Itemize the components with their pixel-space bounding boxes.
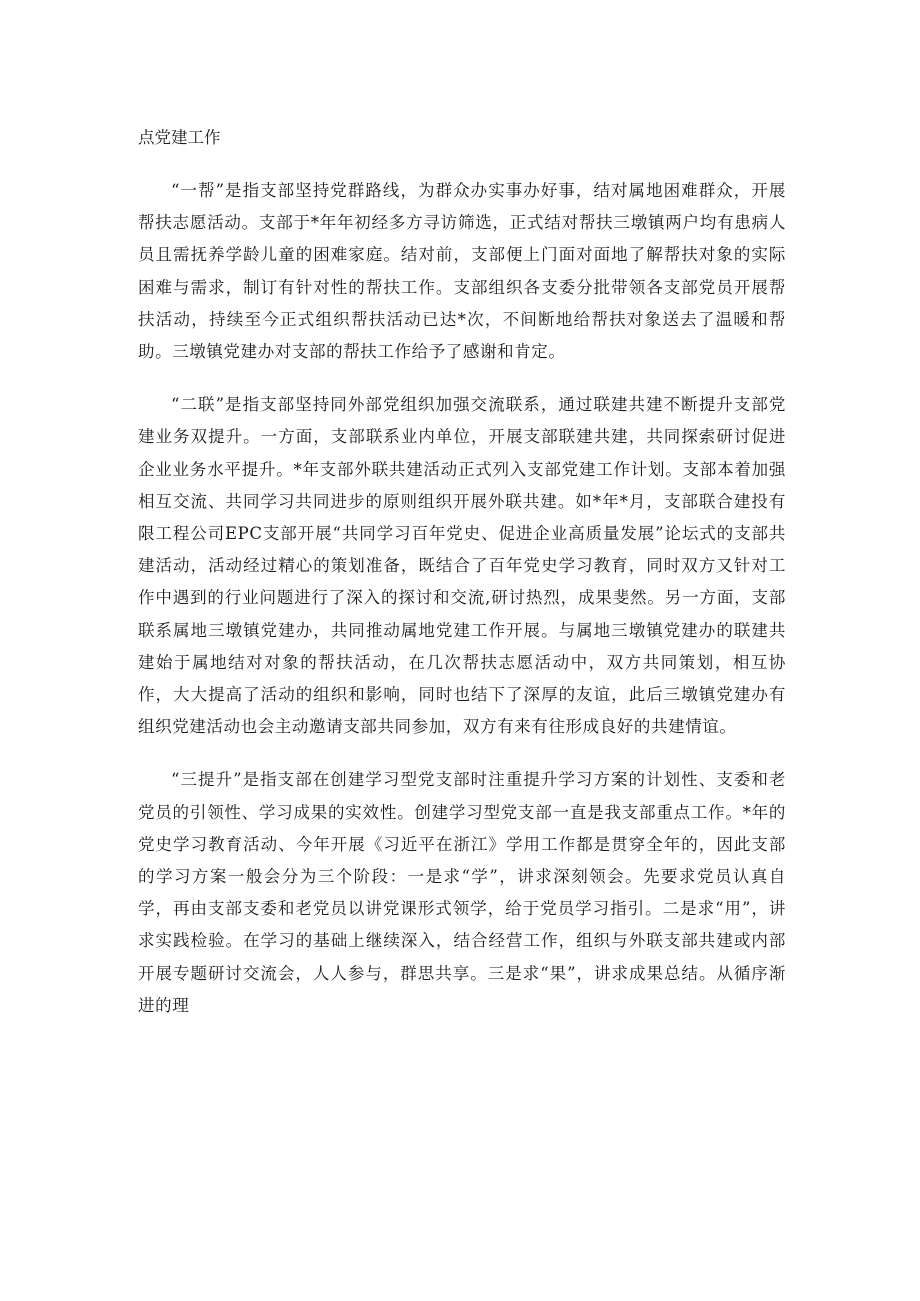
paragraph-santisheng: “三提升”是指支部在创建学习型党支部时注重提升学习方案的计划性、支委和老党员的引领性、学习成果的实效性。创建学习型党支部一直是我支部重点工作。*年的党史学习教育活动、今年开展《习近平在浙江》学用工作都是贯穿全年的，因此支部的学习方案一般会分为三个阶段：一是求“学”，讲求深刻领会。先要求党员认真自学，再由支部支委和老党员以讲党课形式领学，给于党员学习指引。二是求“用”，讲求实践检验。在学习的基础上继续深入，结合经营工作，组织与外联支部共建或内部开展专题研讨交流会，人人参与，群思共享。三是求“果”，讲求成果总结。从循序渐进的理 xyxy=(138,770,786,1015)
continuation-line: 点党建工作 xyxy=(138,128,221,147)
document-page xyxy=(138,122,786,1043)
paragraph-erlian: “二联”是指支部坚持同外部党组织加强交流联系，通过联建共建不断提升支部党建业务双提升。一方面，支部联系业内单位，开展支部联建共建，共同探索研讨促进企业业务水平提升。*年支部外联共建活动正式列入支部党建工作计划。支部本着加强相互交流、共同学习共同进步的原则组织开展外联共建。如*年*月，支部联合建投有限工程公司EPC支部开展“共同学习百年党史、促进企业高质量发展”论坛式的支部共建活动，活动经过精心的策划准备，既结合了百年党史学习教育，同时双方又针对工作中遇到的行业问题进行了深入的探讨和交流,研讨热烈，成果斐然。另一方面，支部联系属地三墩镇党建办，共同推动属地党建工作开展。与属地三墩镇党建办的联建共建始于属地结对对象的帮扶活动，在几次帮扶志愿活动中，双方共同策划，相互协作，大大提高了活动的组织和影响，同时也结下了深厚的友谊，此后三墩镇党建办有组织党建活动也会主动邀请支部共同参加，双方有来有往形成良好的共建情谊。 xyxy=(138,395,786,737)
paragraph-yibang: “一帮”是指支部坚持党群路线，为群众办实事办好事，结对属地困难群众，开展帮扶志愿活动。支部于*年年初经多方寻访筛选，正式结对帮扶三墩镇两户均有患病人员且需抚养学龄儿童的困难家庭。结对前，支部便上门面对面地了解帮扶对象的实际困难与需求，制订有针对性的帮扶工作。支部组织各支委分批带领各支部党员开展帮扶活动，持续至今正式组织帮扶活动已达*次，不间断地给帮扶对象送去了温暖和帮助。三墩镇党建办对支部的帮扶工作给予了感谢和肯定。 xyxy=(138,181,786,362)
